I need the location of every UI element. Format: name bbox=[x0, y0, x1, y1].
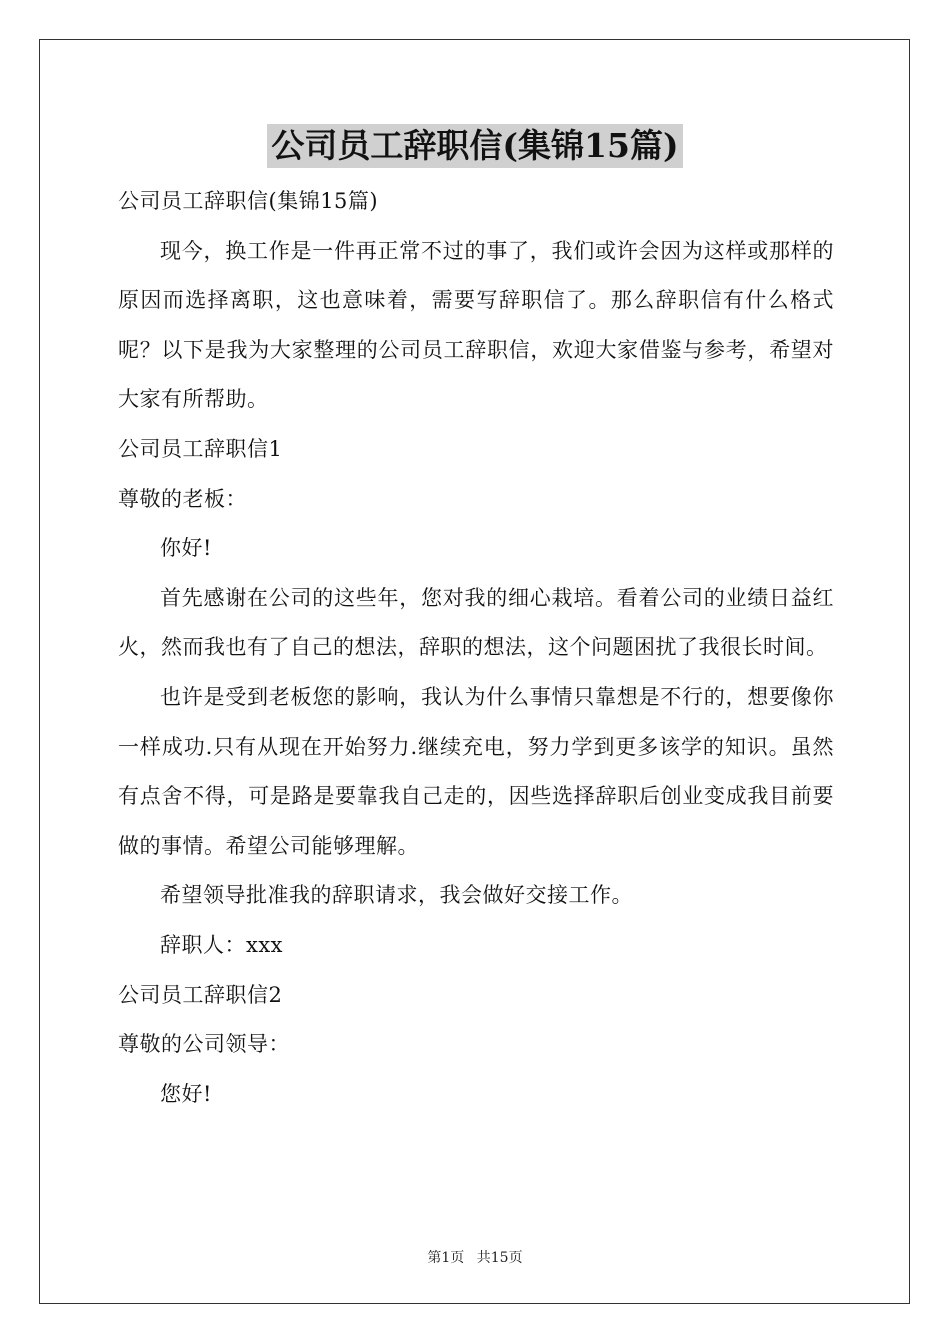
letter2-heading: 公司员工辞职信2 bbox=[118, 982, 283, 1007]
letter1-heading: 公司员工辞职信1 bbox=[118, 436, 283, 461]
title-container bbox=[0, 124, 950, 168]
letter2-salutation: 尊敬的公司领导： bbox=[118, 1032, 290, 1057]
letter1-paragraph: 希望领导批准我的辞职请求，我会做好交接工作。 bbox=[160, 883, 633, 908]
page-number: 第1页 bbox=[427, 1250, 465, 1266]
document-body bbox=[118, 177, 834, 1119]
letter1-paragraph: 也许是受到老板您的影响，我认为什么事情只靠想是不行的，想要像你一样成功.只有从现在开始努力.继续充电，努力学到更多该学的知识。虽然有点舍不得，可是路是要靠我自己走的，因些选择辞职后创业变成我目前要做的事情。希望公司能够理解。 bbox=[118, 684, 834, 858]
page-footer bbox=[0, 1247, 950, 1267]
page-total: 共15页 bbox=[476, 1250, 523, 1266]
subtitle-line: 公司员工辞职信(集锦15篇) bbox=[118, 189, 379, 213]
letter1-salutation: 尊敬的老板： bbox=[118, 486, 247, 511]
intro-paragraph: 现今，换工作是一件再正常不过的事了，我们或许会因为这样或那样的原因而选择离职，这也意味着，需要写辞职信了。那么辞职信有什么格式呢？以下是我为大家整理的公司员工辞职信，欢迎大家借鉴与参考，希望对大家有所帮助。 bbox=[118, 238, 834, 412]
document-title: 公司员工辞职信(集锦15篇) bbox=[267, 124, 682, 168]
letter2-greeting: 您好! bbox=[160, 1081, 212, 1106]
letter1-greeting: 你好! bbox=[160, 536, 212, 561]
letter1-signature: 辞职人：xxx bbox=[160, 932, 284, 957]
letter1-paragraph: 首先感谢在公司的这些年，您对我的细心栽培。看着公司的业绩日益红火，然而我也有了自己的想法，辞职的想法，这个问题困扰了我很长时间。 bbox=[118, 585, 834, 660]
